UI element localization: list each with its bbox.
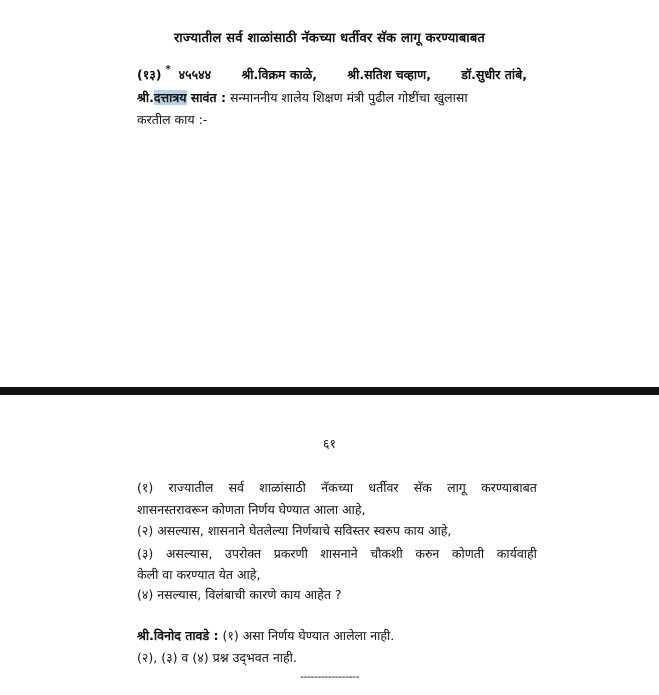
word: प्रकरणी bbox=[273, 546, 308, 561]
question-number-group bbox=[137, 65, 211, 87]
member-name: श्री.विक्रम काळे, bbox=[241, 67, 317, 82]
member-name: डॉ.सुधीर तांबे, bbox=[461, 67, 527, 82]
word: शासनाने bbox=[320, 546, 358, 561]
word: सर्व bbox=[228, 480, 244, 495]
member-suffix: सावंत : bbox=[186, 90, 226, 105]
member-name: श्री.सतिश चव्हाण, bbox=[347, 67, 431, 82]
answer-line-1 bbox=[137, 626, 537, 646]
question-header-line bbox=[137, 65, 527, 87]
word: करुन bbox=[415, 546, 440, 561]
word: (३) bbox=[137, 546, 154, 561]
word: उपरोक्त bbox=[225, 546, 262, 561]
word: असल्यास, bbox=[165, 546, 213, 561]
question-intro-line: करतील काय :- bbox=[137, 112, 208, 127]
question-part-4: (४) नसल्यास, विलंबाची कारणे काय आहेत ? bbox=[137, 587, 342, 602]
word: कोणती bbox=[451, 546, 485, 561]
word: करण्याबाबत bbox=[481, 480, 537, 495]
question-members-line bbox=[137, 88, 527, 108]
question-intro-text: सन्माननीय शालेय शिक्षण मंत्री पुढील गोष्टींचा खुलासा bbox=[225, 90, 468, 105]
word: धर्तीवर bbox=[368, 480, 399, 495]
answer-line-2: (२), (३) व (४) प्रश्न उद्‌भवत नाही. bbox=[137, 650, 297, 665]
member-prefix: श्री. bbox=[137, 90, 154, 105]
page-title: राज्यातील सर्व शाळांसाठी नॅकच्या धर्तीवर सॅक लागू करण्याबाबत bbox=[173, 31, 486, 46]
word: लागू bbox=[447, 480, 466, 495]
word: शाळांसाठी bbox=[259, 480, 306, 495]
highlighted-member-name[interactable]: दत्तात्रय bbox=[153, 90, 187, 105]
question-part-1-continued: शासनस्तरावरून कोणता निर्णय घेण्यात आला आहे, bbox=[137, 502, 366, 517]
question-number: (१३) bbox=[137, 67, 162, 82]
word: कार्यवाही bbox=[496, 546, 537, 561]
question-id: ४५५४४ bbox=[178, 67, 212, 82]
question-part-3-continued: केली वा करण्यात येत आहे, bbox=[137, 567, 261, 582]
question-part-2: (२) असल्यास, शासनाने घेतलेल्या निर्णयाचे सविस्तर स्वरुप काय आहे, bbox=[137, 523, 452, 538]
word: चौकशी bbox=[370, 546, 403, 561]
word: (१) bbox=[137, 480, 154, 495]
question-part-1 bbox=[137, 478, 537, 498]
answer-speaker: श्री.विनोद तावडे : bbox=[137, 628, 219, 643]
page-divider bbox=[0, 387, 659, 395]
word: राज्यातील bbox=[168, 480, 214, 495]
answer-text: (१) असा निर्णय घेण्यात आलेला नाही. bbox=[218, 628, 395, 643]
page-number: ६१ bbox=[322, 436, 336, 451]
starred-mark: * bbox=[165, 64, 171, 75]
question-part-3 bbox=[137, 544, 537, 564]
word: नॅकच्या bbox=[321, 480, 354, 495]
section-separator: ----------------- bbox=[300, 670, 359, 683]
word: सॅक bbox=[413, 480, 432, 495]
